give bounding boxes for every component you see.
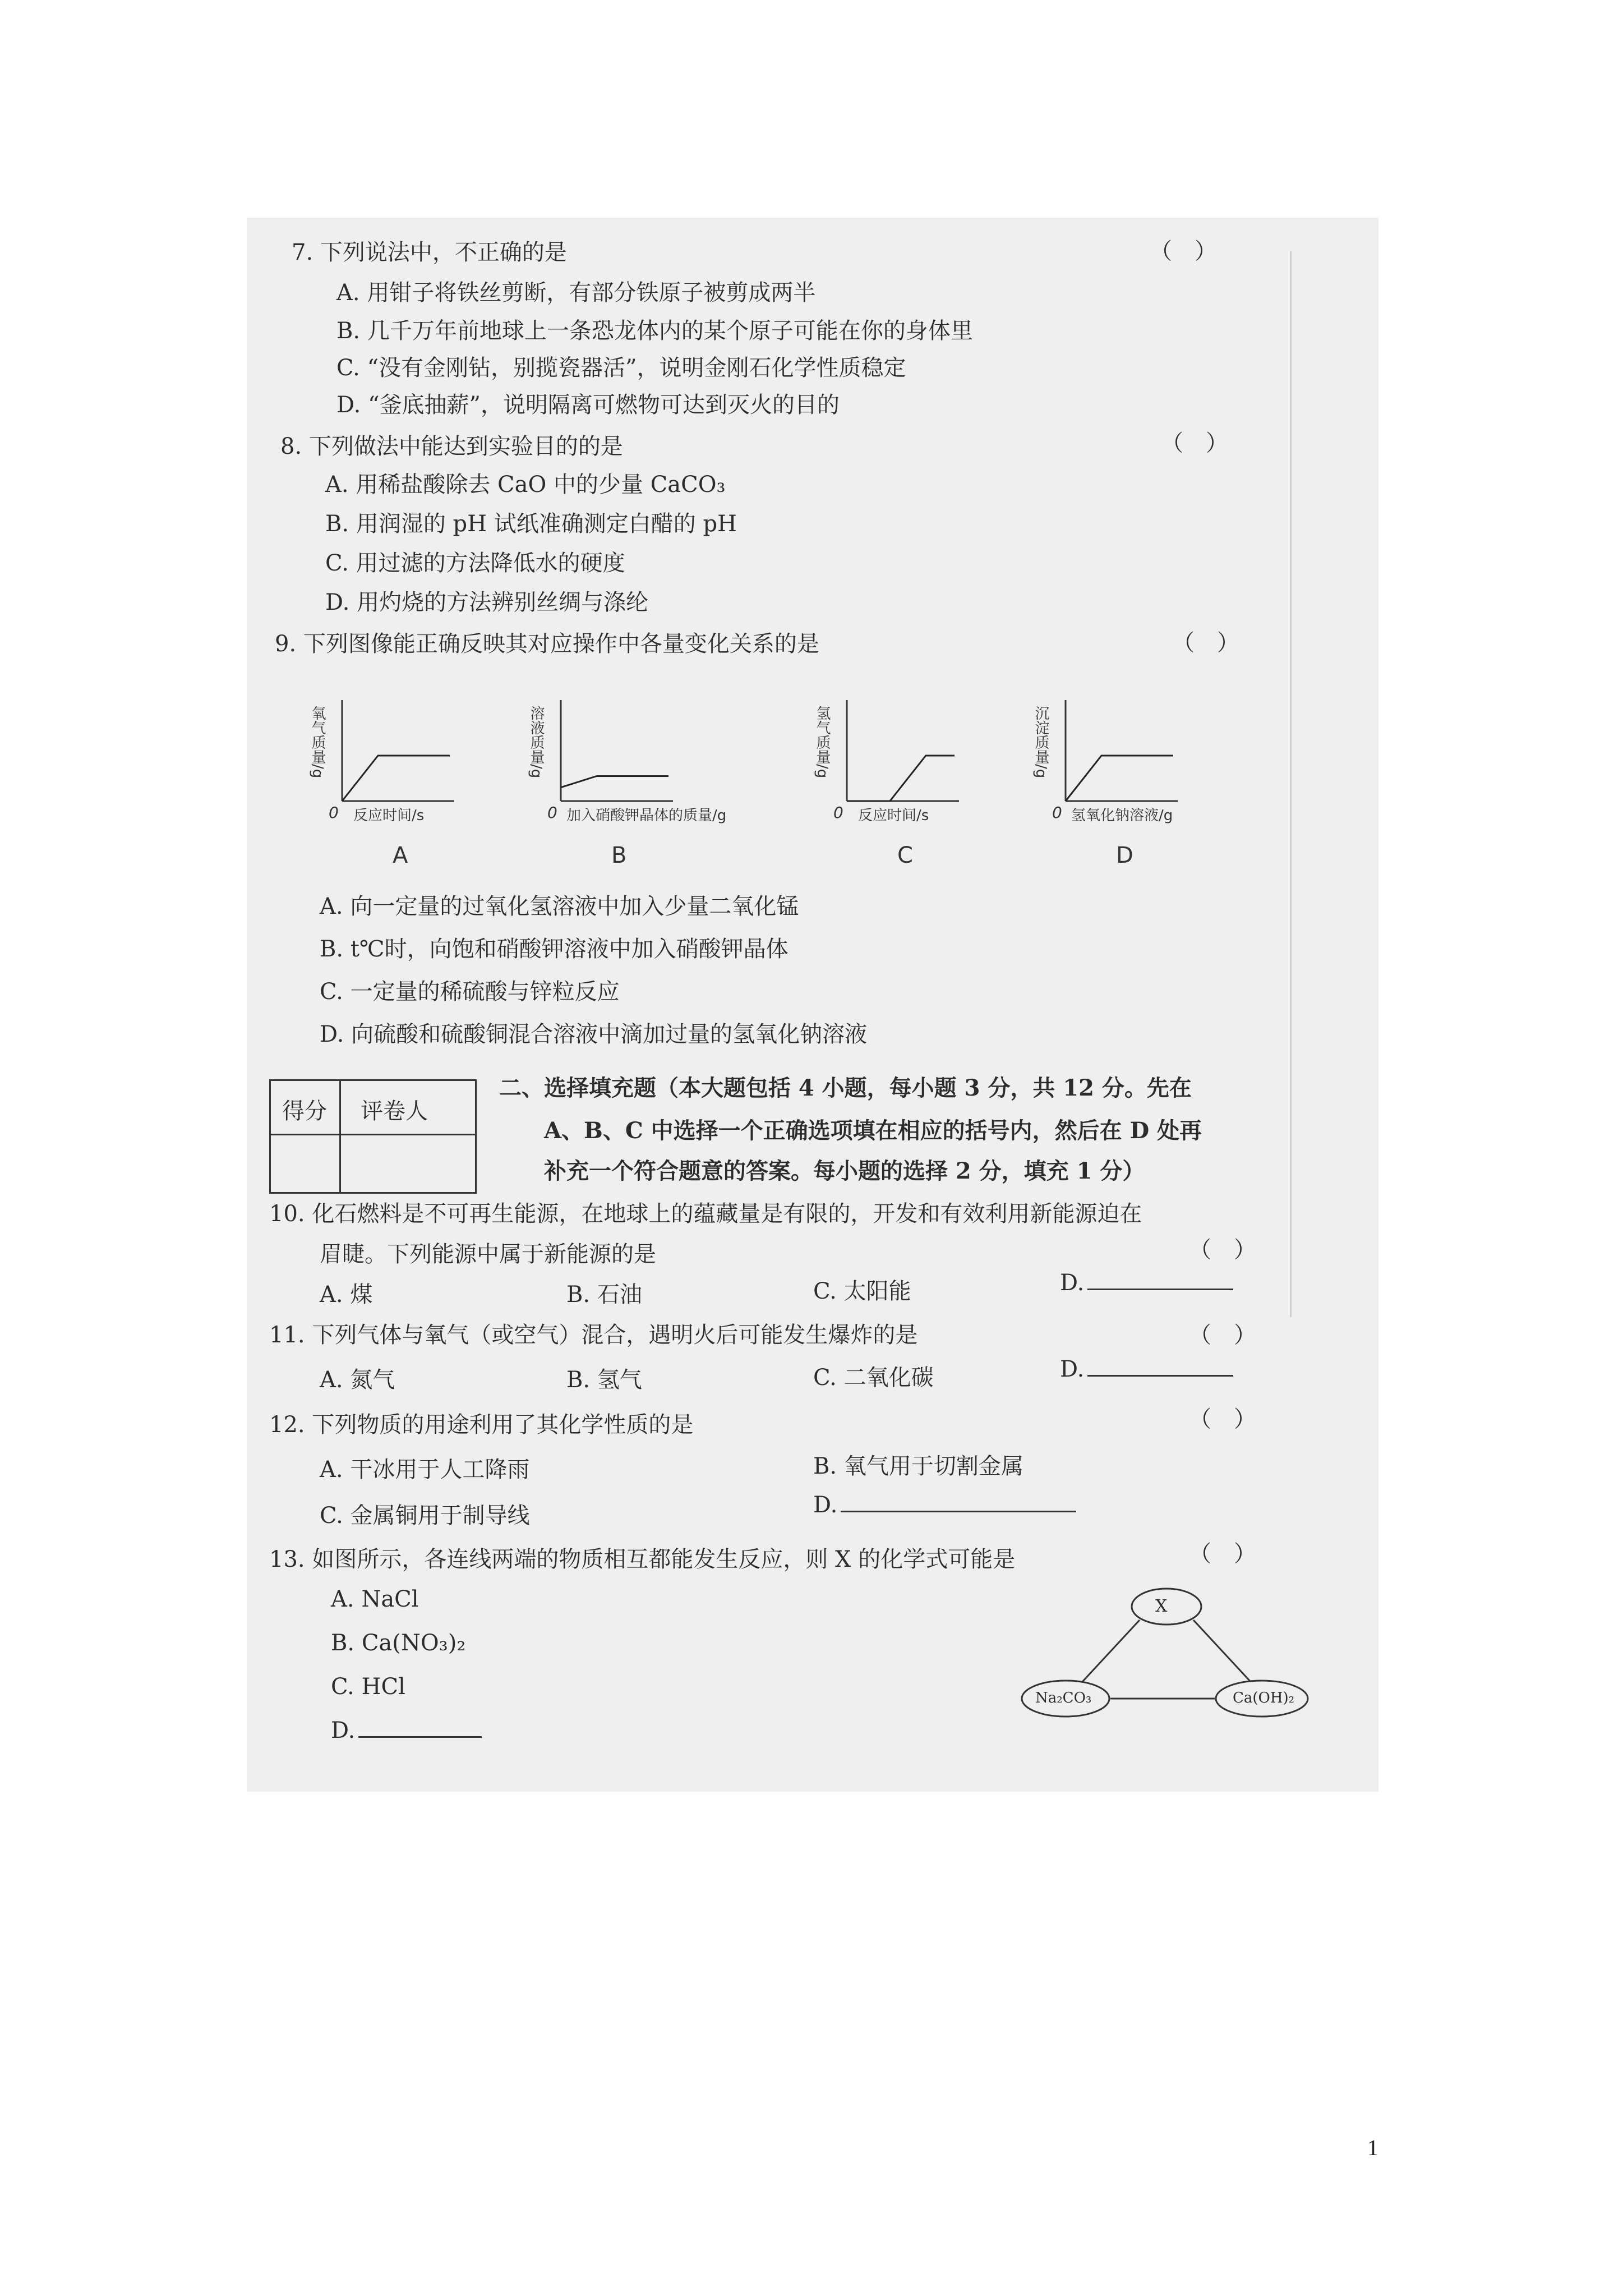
q13-reaction-diagram	[1021, 1581, 1312, 1727]
q8-stem: 8. 下列做法中能达到实验目的的是	[280, 434, 623, 459]
q11-option-a: A. 氮气	[320, 1367, 395, 1393]
q12-answer-blank[interactable]	[841, 1510, 1076, 1512]
page-edge-shadow	[1290, 251, 1292, 1317]
q7-option-d: D. “釜底抽薪”，说明隔离可燃物可达到灭火的目的	[336, 392, 840, 418]
q11-answer-blank[interactable]	[1087, 1374, 1233, 1377]
section2-title-line3: 补充一个符合题意的答案。每小题的选择 2 分，填充 1 分）	[544, 1158, 1145, 1184]
q10-option-a: A. 煤	[320, 1282, 373, 1308]
q9-charts	[303, 683, 1256, 868]
q9-option-a: A. 向一定量的过氧化氢溶液中加入少量二氧化锰	[320, 894, 799, 919]
scanned-exam-photo	[247, 218, 1378, 1792]
diagram-node-x: X	[1155, 1596, 1168, 1616]
diagram-node-na2co3: Na₂CO₃	[1035, 1690, 1092, 1706]
q10-option-c: C. 太阳能	[813, 1278, 911, 1304]
chart-d-xlabel: 氢氧化钠溶液/g	[1071, 807, 1173, 824]
chart-d-origin: 0	[1052, 803, 1062, 822]
q10-answer-paren: （ ）	[1189, 1237, 1256, 1263]
chart-b-letter: B	[611, 843, 627, 868]
q8-option-c: C. 用过滤的方法降低水的硬度	[325, 550, 625, 576]
q13-answer-blank[interactable]	[358, 1735, 482, 1738]
chart-c-xlabel: 反应时间/s	[858, 807, 929, 824]
q9-stem: 9. 下列图像能正确反映其对应操作中各量变化关系的是	[275, 631, 819, 657]
score-table-hline	[271, 1134, 475, 1135]
q10-option-b: B. 石油	[566, 1282, 642, 1308]
q12-option-d: D.	[813, 1492, 1076, 1518]
diagram-node-caoh2: Ca(OH)₂	[1233, 1690, 1295, 1706]
q8-option-a: A. 用稀盐酸除去 CaO 中的少量 CaCO₃	[325, 472, 726, 498]
q10-answer-blank[interactable]	[1087, 1287, 1233, 1290]
q7-option-b: B. 几千万年前地球上一条恐龙体内的某个原子可能在你的身体里	[336, 318, 973, 344]
chart-b-xlabel: 加入硝酸钾晶体的质量/g	[566, 807, 727, 824]
q10-option-d: D.	[1060, 1270, 1233, 1296]
q7-option-a: A. 用钳子将铁丝剪断，有部分铁原子被剪成两半	[336, 280, 816, 306]
chart-b-origin: 0	[547, 803, 557, 822]
q11-option-d: D.	[1060, 1356, 1233, 1382]
q13-answer-paren: （ ）	[1189, 1541, 1256, 1567]
chart-b-series-line	[561, 776, 668, 787]
score-table-vline	[339, 1081, 341, 1192]
q13-stem: 13. 如图所示，各连线两端的物质相互都能发生反应，则 X 的化学式可能是	[269, 1547, 1016, 1572]
q12-stem: 12. 下列物质的用途利用了其化学性质的是	[269, 1412, 694, 1438]
score-table	[269, 1079, 477, 1194]
q10-stem-line1: 10. 化石燃料是不可再生能源，在地球上的蕴藏量是有限的，开发和有效利用新能源迫在	[269, 1201, 1142, 1227]
score-label: 得分	[282, 1098, 327, 1124]
section2-title-line1: 二、选择填充题（本大题包括 4 小题，每小题 3 分，共 12 分。先在	[499, 1075, 1192, 1101]
chart-a-origin: 0	[329, 803, 339, 822]
q12-answer-paren: （ ）	[1189, 1406, 1256, 1432]
q8-option-b: B. 用润湿的 pH 试纸准确测定白醋的 pH	[325, 511, 737, 537]
q8-answer-paren: （ ）	[1161, 430, 1228, 456]
q9-option-c: C. 一定量的稀硫酸与锌粒反应	[320, 979, 620, 1005]
q13-option-b: B. Ca(NO₃)₂	[331, 1630, 466, 1656]
q7-stem: 7. 下列说法中，不正确的是	[292, 240, 567, 265]
chart-a-xlabel: 反应时间/s	[353, 807, 425, 824]
chart-a-ylabel: 氧气质量/g	[309, 706, 326, 779]
chart-c-series-line	[847, 756, 955, 801]
q11-option-b: B. 氢气	[566, 1367, 642, 1393]
chart-a-letter: A	[393, 843, 408, 868]
q11-stem: 11. 下列气体与氧气（或空气）混合，遇明火后可能发生爆炸的是	[269, 1322, 918, 1348]
chart-d-series-line	[1066, 756, 1173, 801]
q7-option-c: C. “没有金刚钻，别揽瓷器活”，说明金刚石化学性质稳定	[336, 355, 906, 381]
q13-option-a: A. NaCl	[331, 1586, 419, 1612]
q11-answer-paren: （ ）	[1189, 1322, 1256, 1348]
chart-d-ylabel: 沉淀质量/g	[1032, 706, 1049, 779]
q8-option-d: D. 用灼烧的方法辨别丝绸与涤纶	[325, 590, 649, 615]
section2-title-line2: A、B、C 中选择一个正确选项填在相应的括号内，然后在 D 处再	[544, 1117, 1202, 1144]
q9-answer-paren: （ ）	[1172, 630, 1239, 656]
chart-a-series-line	[342, 756, 450, 801]
q13-option-c: C. HCl	[331, 1674, 405, 1700]
chart-c-ylabel: 氢气质量/g	[814, 706, 831, 779]
chart-b-ylabel: 溶液质量/g	[528, 706, 545, 779]
page-number: 1	[1367, 2135, 1378, 2160]
q11-option-c: C. 二氧化碳	[813, 1365, 934, 1391]
q10-stem-line2: 眉睫。下列能源中属于新能源的是	[320, 1241, 656, 1267]
q13-option-d: D.	[331, 1718, 482, 1743]
chart-d-letter: D	[1116, 843, 1133, 868]
q12-option-b: B. 氧气用于切割金属	[813, 1453, 1023, 1479]
q12-option-a: A. 干冰用于人工降雨	[320, 1457, 530, 1483]
grader-label: 评卷人	[361, 1098, 428, 1124]
q12-option-c: C. 金属铜用于制导线	[320, 1503, 530, 1529]
chart-c-origin: 0	[833, 803, 843, 822]
q9-option-b: B. t℃时，向饱和硝酸钾溶液中加入硝酸钾晶体	[320, 936, 789, 962]
q9-option-d: D. 向硫酸和硫酸铜混合溶液中滴加过量的氢氧化钠溶液	[320, 1022, 868, 1047]
chart-c-letter: C	[897, 843, 913, 868]
q7-answer-paren: （ ）	[1150, 238, 1217, 264]
